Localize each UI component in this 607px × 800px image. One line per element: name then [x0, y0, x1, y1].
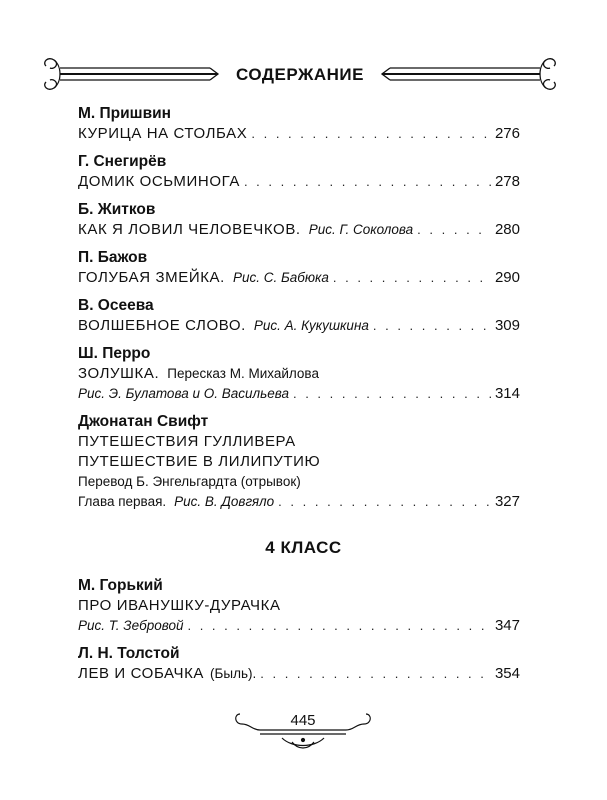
leader-dots: [260, 664, 491, 684]
work-subtitle: ПУТЕШЕСТВИЕ В ЛИЛИПУТИЮ: [78, 453, 321, 470]
toc-header: [40, 52, 560, 96]
toc-entry: [78, 344, 520, 404]
translator-note: Перевод Б. Энгельгардта (отрывок): [78, 474, 301, 489]
toc-line: [78, 596, 520, 616]
section-heading: 4 КЛАСС: [265, 538, 342, 557]
author-name: М. Горький: [78, 577, 163, 594]
page-number: 290: [494, 269, 520, 286]
toc-line: [78, 220, 520, 240]
toc-entry: [78, 644, 520, 684]
work-title: ДОМИК ОСЬМИНОГА: [78, 173, 240, 190]
leader-dots: [333, 268, 491, 288]
page-number: 354: [494, 665, 520, 682]
chapter-label: Глава первая.: [78, 494, 167, 509]
toc-line: [78, 664, 520, 684]
illustrator-credit: Рис. В. Довгяло: [174, 494, 275, 509]
work-title: КАК Я ЛОВИЛ ЧЕЛОВЕЧКОВ.: [78, 221, 301, 238]
toc-line: [78, 172, 520, 192]
toc-entry: [78, 412, 520, 512]
toc-entry: [78, 152, 520, 192]
toc-list-grade-4: [78, 576, 520, 692]
author-name: М. Пришвин: [78, 105, 171, 122]
toc-entry: [78, 248, 520, 288]
page-footer: [230, 706, 376, 752]
author-name: Л. Н. Толстой: [78, 645, 180, 662]
toc-line: [78, 432, 520, 452]
toc-line: [78, 316, 520, 336]
work-title: ВОЛШЕБНОЕ СЛОВО.: [78, 317, 246, 334]
author-name: П. Бажов: [78, 249, 148, 266]
leader-dots: [293, 384, 491, 404]
author-name: Б. Житков: [78, 201, 156, 218]
toc-list: [78, 104, 520, 520]
author-name: Джонатан Свифт: [78, 413, 209, 430]
page-number: 280: [494, 221, 520, 238]
leader-dots: [187, 616, 490, 636]
leader-dots: [278, 492, 491, 512]
toc-entry: [78, 296, 520, 336]
work-title: ПРО ИВАНУШКУ-ДУРАЧКА: [78, 597, 281, 614]
toc-entry: [78, 576, 520, 636]
toc-line: [78, 384, 520, 404]
illustrator-credit: Рис. С. Бабюка: [232, 270, 329, 285]
author-name: В. Осеева: [78, 297, 154, 314]
toc-line: [78, 124, 520, 144]
work-title: ПУТЕШЕСТВИЯ ГУЛЛИВЕРА: [78, 433, 296, 450]
work-title: КУРИЦА НА СТОЛБАХ: [78, 125, 248, 142]
author-name: Г. Снегирёв: [78, 153, 167, 170]
toc-line: [78, 472, 520, 492]
leader-dots: [244, 172, 491, 192]
illustrator-credit: Рис. Э. Булатова и О. Васильева: [78, 386, 289, 401]
toc-line: [78, 616, 520, 636]
page-number: 347: [494, 617, 520, 634]
illustrator-credit: Рис. Т. Зебровой: [78, 618, 184, 633]
leader-dots: [417, 220, 491, 240]
work-title: ЗОЛУШКА.: [78, 365, 160, 382]
leader-dots: [373, 316, 491, 336]
leader-dots: [251, 124, 491, 144]
translator-note: Пересказ М. Михайлова: [167, 366, 319, 381]
page-number: 276: [494, 125, 520, 142]
work-title: ЛЕВ И СОБАЧКА: [78, 665, 205, 682]
toc-line: [78, 492, 520, 512]
author-name: Ш. Перро: [78, 345, 151, 362]
page-title: СОДЕРЖАНИЕ: [236, 65, 364, 84]
page-number: 278: [494, 173, 520, 190]
page-number: 314: [494, 385, 520, 402]
illustrator-credit: Рис. А. Кукушкина: [253, 318, 369, 333]
illustrator-credit: Рис. Г. Соколова: [308, 222, 414, 237]
page-number-footer: 445: [290, 712, 316, 729]
page-number: 309: [494, 317, 520, 334]
work-title: ГОЛУБАЯ ЗМЕЙКА.: [78, 269, 225, 286]
toc-line: [78, 452, 520, 472]
toc-entry: [78, 200, 520, 240]
page-number: 327: [494, 493, 520, 510]
genre-note: (Быль).: [210, 666, 257, 681]
toc-entry: [78, 104, 520, 144]
toc-line: [78, 268, 520, 288]
toc-line: [78, 364, 520, 384]
